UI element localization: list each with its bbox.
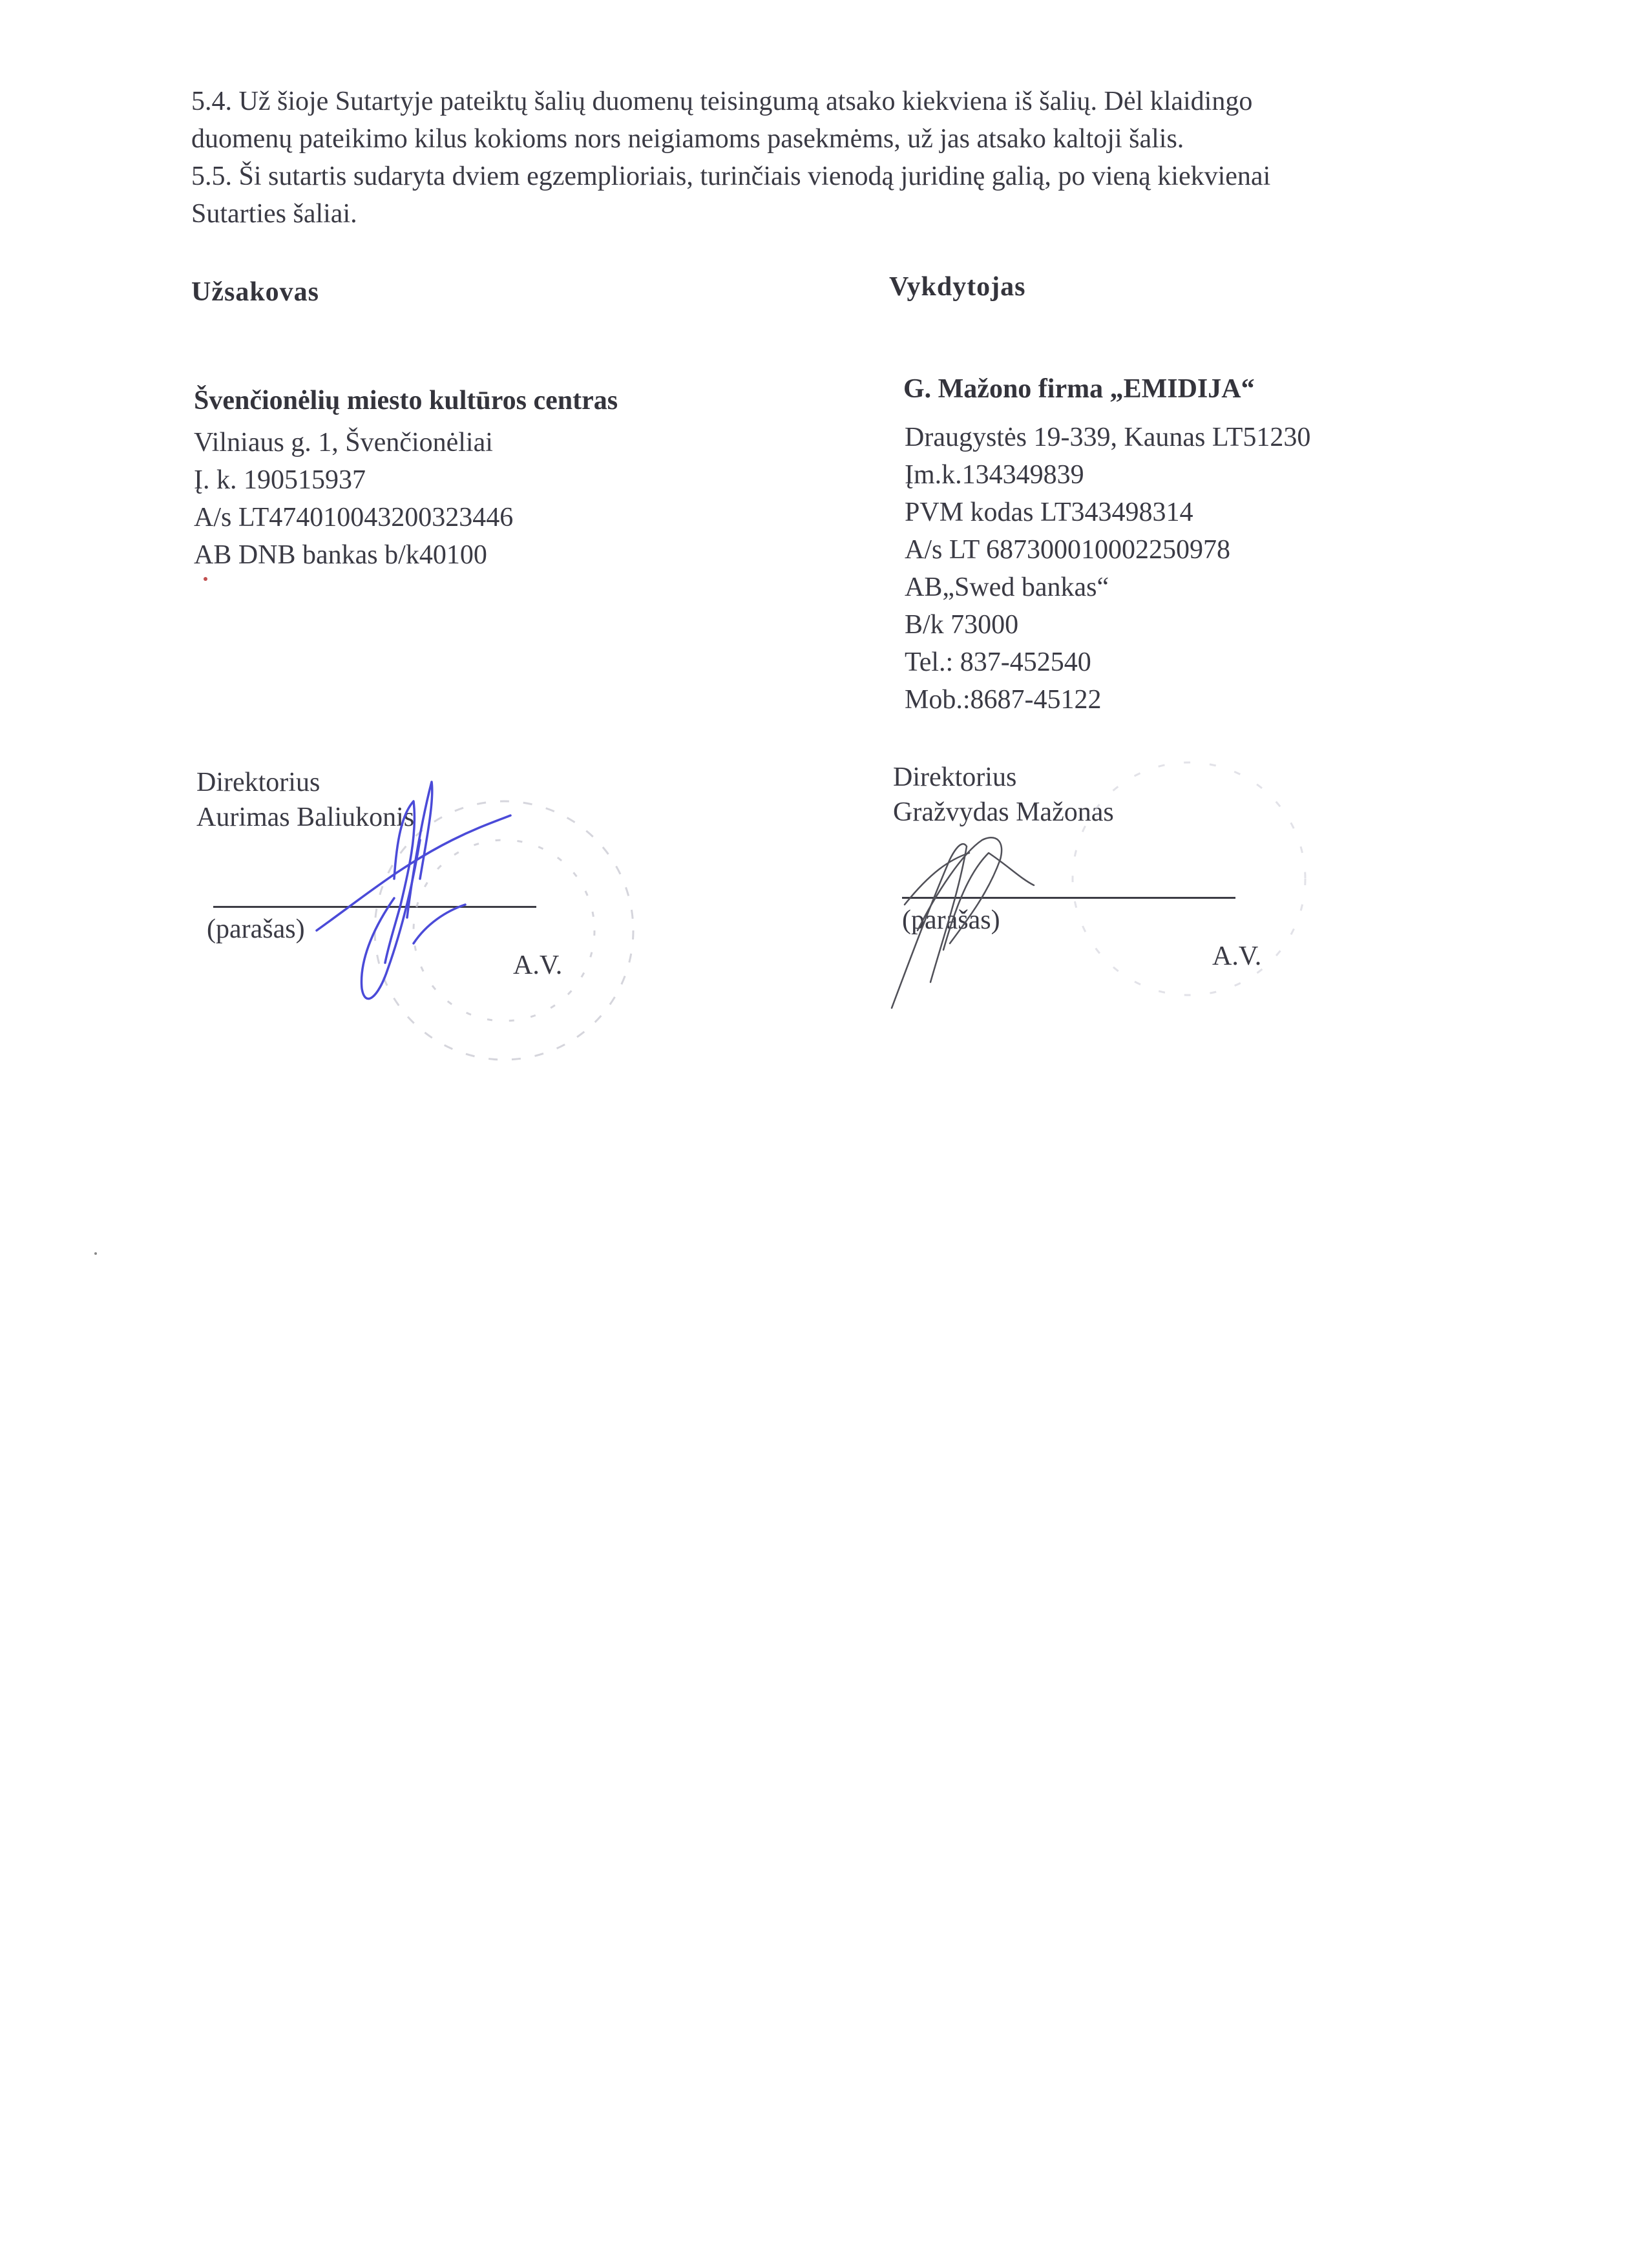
contractor-name: G. Mažono firma „EMIDIJA“ <box>903 374 1255 404</box>
customer-stamp-image <box>375 801 633 1060</box>
customer-title: Direktorius <box>196 768 320 797</box>
contractor-signature-line <box>902 897 1235 899</box>
clause-5-4-line-1: 5.4. Už šioje Sutartyje pateiktų šalių duomenų teisingumą atsako kiekviena iš šalių. Dėl klaidingo <box>191 87 1253 116</box>
customer-heading: Užsakovas <box>191 277 320 307</box>
contractor-address: Draugystės 19-339, Kaunas LT51230 <box>905 423 1311 452</box>
contractor-phone: Tel.: 837-452540 <box>905 647 1091 677</box>
contractor-person: Gražvydas Mažonas <box>893 797 1114 827</box>
customer-seal-label: A.V. <box>513 950 563 980</box>
customer-details <box>194 424 513 574</box>
contractor-title: Direktorius <box>893 762 1017 792</box>
customer-address: Vilniaus g. 1, Švenčionėliai <box>194 428 493 457</box>
contractor-bank-code: B/k 73000 <box>905 610 1019 640</box>
clause-5-4-line-2: duomenų pateikimo kilus kokioms nors neigiamoms pasekmėms, už jas atsako kaltoji šalis. <box>191 124 1184 154</box>
contractor-details <box>905 419 1310 719</box>
contractor-bank: AB„Swed bankas“ <box>905 572 1109 602</box>
clause-5-5-line-2: Sutarties šaliai. <box>191 199 357 229</box>
scan-speck <box>94 1252 97 1255</box>
customer-company-code: Į. k. 190515937 <box>194 465 366 495</box>
contractor-signature-label: (parašas) <box>902 905 1000 935</box>
customer-signatory <box>196 765 414 835</box>
contractor-seal-label: A.V. <box>1212 941 1262 971</box>
contractor-mobile: Mob.:8687-45122 <box>905 685 1102 715</box>
clause-5-5-line-1: 5.5. Ši sutartis sudaryta dviem egzemplioriais, turinčiais vienodą juridinę galią, po vieną kiekvienai <box>191 162 1271 191</box>
customer-person: Aurimas Baliukonis <box>196 803 415 832</box>
customer-name: Švenčionėlių miesto kultūros centras <box>194 386 618 415</box>
contractor-bank-account: A/s LT 687300010002250978 <box>905 535 1231 565</box>
scan-speck <box>204 577 207 581</box>
contractor-heading: Vykdytojas <box>889 272 1026 302</box>
contractor-vat-code: PVM kodas LT343498314 <box>905 498 1193 527</box>
customer-bank: AB DNB bankas b/k40100 <box>194 540 487 570</box>
customer-signature-label: (parašas) <box>207 914 305 944</box>
customer-signature-line <box>213 906 536 908</box>
contractor-company-code: Įm.k.134349839 <box>905 460 1084 490</box>
customer-bank-account: A/s LT474010043200323446 <box>194 503 514 532</box>
contractor-signatory <box>893 760 1114 830</box>
